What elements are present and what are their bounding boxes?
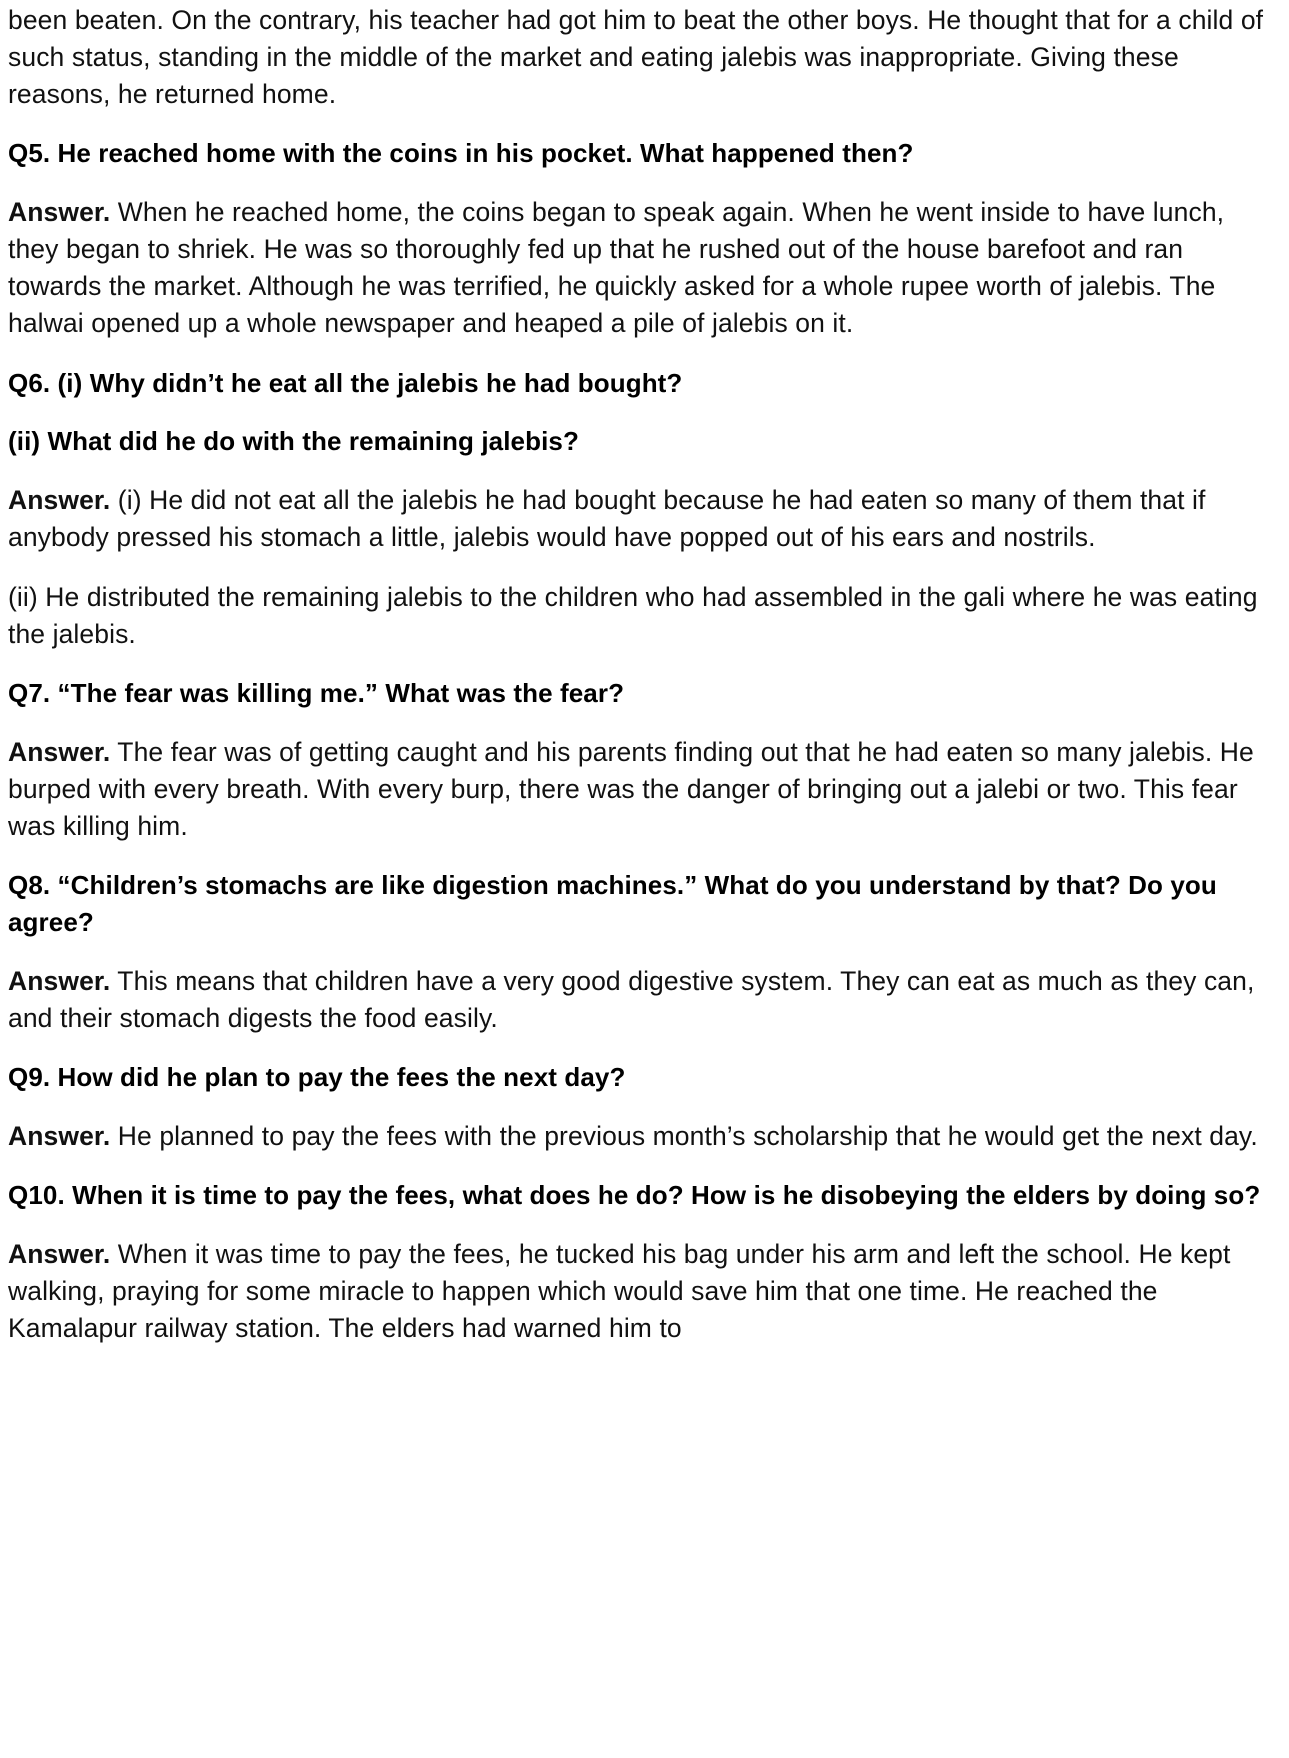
answer-text: He planned to pay the fees with the previous month’s scholarship that he would get the next day. [110, 1120, 1258, 1151]
answer-q6-part-i [8, 482, 1281, 556]
question-q7: Q7. “The fear was killing me.” What was the fear? [8, 677, 625, 708]
question-q6-part-ii: (ii) What did he do with the remaining jalebis? [8, 426, 579, 457]
question-q8: Q8. “Children’s stomachs are like digestion machines.” What do you understand by that? Do you agree? [8, 869, 1217, 937]
answer-label: Answer. [8, 736, 111, 767]
answer-q6-part-ii: (ii) He distributed the remaining jalebis to the children who had assembled in the gali where he was eating the jalebis. [8, 581, 1258, 649]
answer-q7 [8, 734, 1281, 845]
answer-q9 [8, 1118, 1281, 1155]
answer-text: When he reached home, the coins began to speak again. When he went inside to have lunch, they began to shriek. He was so thoroughly fed up that he rushed out of the house barefoot and ran towards the market. Although he was terrified, he quickly asked for a whole rupee worth of jalebis. The halwai opened up a whole newspaper and heaped a pile of jalebis on it. [8, 197, 1225, 339]
answer-text: This means that children have a very good digestive system. They can eat as much as they can, and their stomach digests the food easily. [8, 965, 1255, 1033]
answer-q8 [8, 963, 1281, 1037]
paragraph-intro: been beaten. On the contrary, his teacher had got him to beat the other boys. He thought that for a child of such status, standing in the middle of the market and eating jalebis was inappropriate. Giving these reasons, he returned home. [8, 5, 1264, 110]
answer-text: The fear was of getting caught and his parents finding out that he had eaten so many jalebis. He burped with every breath. With every burp, there was the danger of bringing out a jalebi or two. This fear was killing him. [8, 736, 1254, 841]
answer-label: Answer. [8, 485, 111, 516]
answer-text: (i) He did not eat all the jalebis he had bought because he had eaten so many of them that if anybody pressed his stomach a little, jalebis would have popped out of his ears and nostrils. [8, 485, 1206, 553]
answer-q5 [8, 194, 1281, 342]
answer-label: Answer. [8, 965, 111, 996]
question-q5: Q5. He reached home with the coins in his pocket. What happened then? [8, 138, 914, 169]
answer-q10 [8, 1236, 1281, 1347]
question-q9: Q9. How did he plan to pay the fees the next day? [8, 1061, 626, 1092]
answer-label: Answer. [8, 1120, 111, 1151]
question-q10: Q10. When it is time to pay the fees, what does he do? How is he disobeying the elders by doing so? [8, 1179, 1261, 1210]
answer-label: Answer. [8, 197, 111, 228]
answer-text: When it was time to pay the fees, he tucked his bag under his arm and left the school. He kept walking, praying for some miracle to happen which would save him that one time. He reached the Kamalapur railway station. The elders had warned him to [8, 1238, 1231, 1344]
question-q6-part-i: Q6. (i) Why didn’t he eat all the jalebis he had bought? [8, 367, 683, 398]
answer-label: Answer. [8, 1238, 111, 1269]
